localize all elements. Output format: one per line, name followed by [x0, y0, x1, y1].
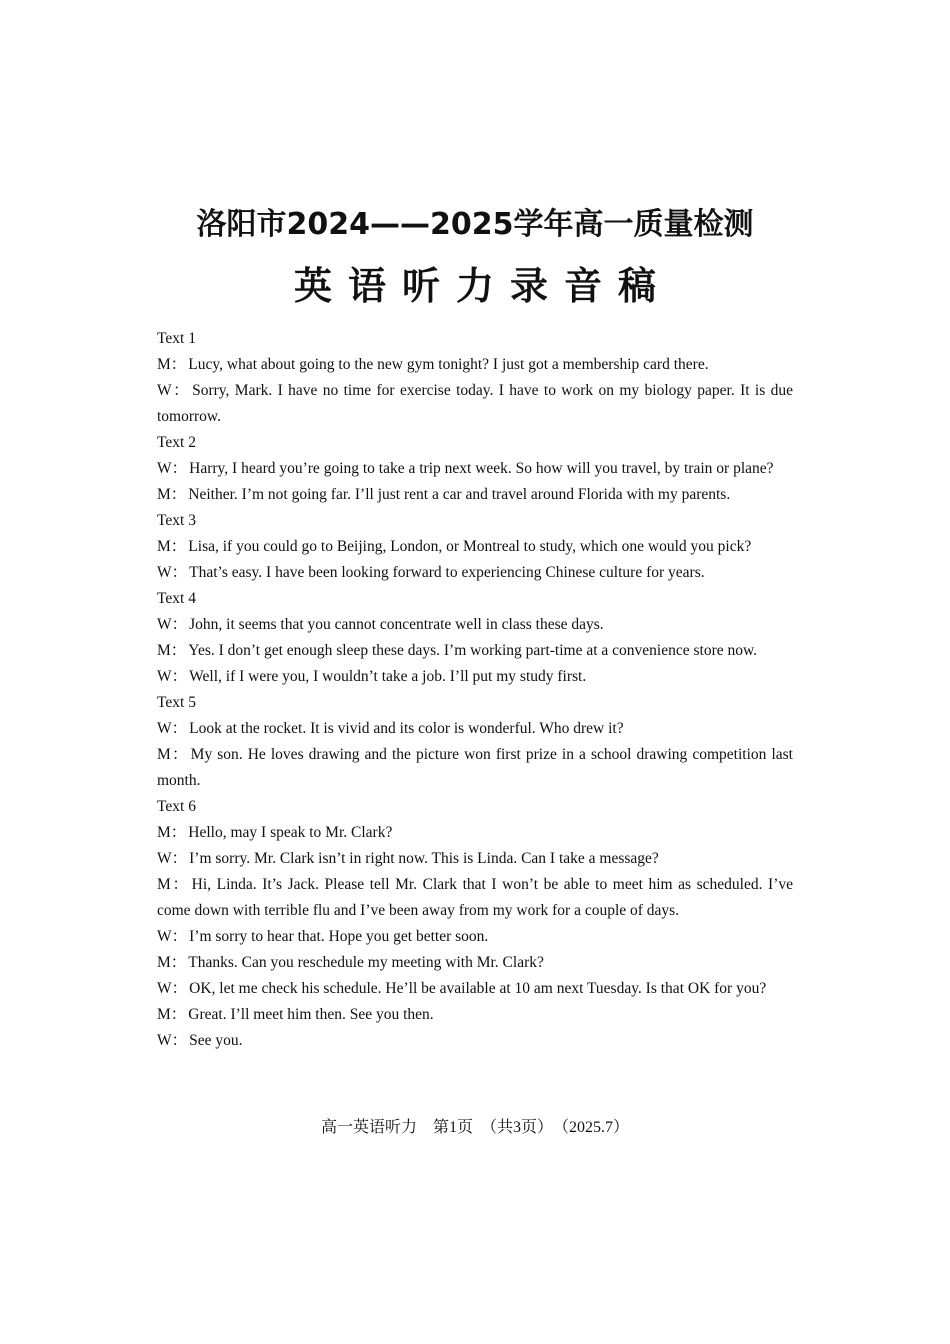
dialogue-text: Thanks. Can you reschedule my meeting with Mr. Clark?	[188, 954, 544, 971]
dialogue-text: Lucy, what about going to the new gym tonight? I just got a membership card there.	[188, 356, 709, 373]
dialogue-line	[157, 1028, 793, 1054]
page-footer: 高一英语听力 第1页 （共3页） （2025.7）	[320, 1119, 629, 1136]
dialogue-line	[157, 612, 793, 638]
dialogue-line	[157, 976, 793, 1002]
speaker-label: M：	[157, 356, 187, 373]
dialogue-text: I’m sorry to hear that. Hope you get better soon.	[189, 928, 489, 945]
dialogue-line	[157, 638, 793, 664]
text-section-heading: Text 4	[157, 590, 196, 607]
dialogue-text: OK, let me check his schedule. He’ll be available at 10 am next Tuesday. Is that OK for you?	[189, 980, 767, 997]
speaker-label: W：	[157, 564, 188, 581]
dialogue-line	[157, 846, 793, 872]
dialogue-text: I’m sorry. Mr. Clark isn’t in right now. This is Linda. Can I take a message?	[189, 850, 659, 867]
text-section-heading: Text 2	[157, 434, 196, 451]
dialogue-line	[157, 950, 793, 976]
speaker-label: W：	[157, 928, 188, 945]
transcript-body	[157, 326, 793, 1054]
speaker-label: W：	[157, 616, 188, 633]
speaker-label: M：	[157, 876, 190, 893]
speaker-label: M：	[157, 824, 187, 841]
text-section-heading: Text 6	[157, 798, 196, 815]
speaker-label: M：	[157, 642, 187, 659]
dialogue-line	[157, 1002, 793, 1028]
dialogue-line	[157, 664, 793, 690]
dialogue-text: Lisa, if you could go to Beijing, London, or Montreal to study, which one would you pick?	[188, 538, 752, 555]
dialogue-text: My son. He loves drawing and the picture won first prize in a school drawing competition last month.	[157, 746, 793, 789]
speaker-label: W：	[157, 850, 188, 867]
dialogue-line	[157, 378, 793, 430]
dialogue-text: Sorry, Mark. I have no time for exercise today. I have to work on my biology paper. It is due tomorrow.	[157, 382, 793, 425]
speaker-label: M：	[157, 746, 189, 763]
document-subtitle: 英语听力录音稿	[293, 263, 672, 308]
dialogue-line	[157, 560, 793, 586]
dialogue-text: Yes. I don’t get enough sleep these days. I’m working part-time at a convenience store now.	[188, 642, 758, 659]
dialogue-text: That’s easy. I have been looking forward to experiencing Chinese culture for years.	[189, 564, 705, 581]
speaker-label: W：	[157, 382, 191, 399]
speaker-label: W：	[157, 668, 188, 685]
dialogue-line	[157, 534, 793, 560]
speaker-label: W：	[157, 1032, 188, 1049]
dialogue-text: Great. I’ll meet him then. See you then.	[188, 1006, 434, 1023]
dialogue-text: Well, if I were you, I wouldn’t take a job. I’ll put my study first.	[189, 668, 587, 685]
dialogue-line	[157, 352, 793, 378]
dialogue-line	[157, 820, 793, 846]
dialogue-line	[157, 716, 793, 742]
dialogue-text: John, it seems that you cannot concentrate well in class these days.	[189, 616, 604, 633]
dialogue-line	[157, 456, 793, 482]
dialogue-text: See you.	[189, 1032, 243, 1049]
speaker-label: M：	[157, 954, 187, 971]
dialogue-text: Hello, may I speak to Mr. Clark?	[188, 824, 393, 841]
dialogue-text: Look at the rocket. It is vivid and its color is wonderful. Who drew it?	[189, 720, 624, 737]
text-section-heading: Text 5	[157, 694, 196, 711]
dialogue-line	[157, 872, 793, 924]
text-section-heading: Text 1	[157, 330, 196, 347]
speaker-label: M：	[157, 1006, 187, 1023]
dialogue-text: Hi, Linda. It’s Jack. Please tell Mr. Clark that I won’t be able to meet him as scheduled. I’ve come down with terrible flu and I’ve been away from my work for a couple of days.	[157, 876, 793, 919]
text-section-heading: Text 3	[157, 512, 196, 529]
dialogue-line	[157, 924, 793, 950]
dialogue-line	[157, 482, 793, 508]
document-title: 洛阳市2024——2025学年高一质量检测	[196, 207, 754, 242]
speaker-label: W：	[157, 720, 188, 737]
speaker-label: M：	[157, 486, 187, 503]
dialogue-text: Neither. I’m not going far. I’ll just rent a car and travel around Florida with my parents.	[188, 486, 731, 503]
dialogue-text: Harry, I heard you’re going to take a trip next week. So how will you travel, by train or plane?	[189, 460, 774, 477]
speaker-label: W：	[157, 980, 188, 997]
dialogue-line	[157, 742, 793, 794]
speaker-label: M：	[157, 538, 187, 555]
speaker-label: W：	[157, 460, 188, 477]
